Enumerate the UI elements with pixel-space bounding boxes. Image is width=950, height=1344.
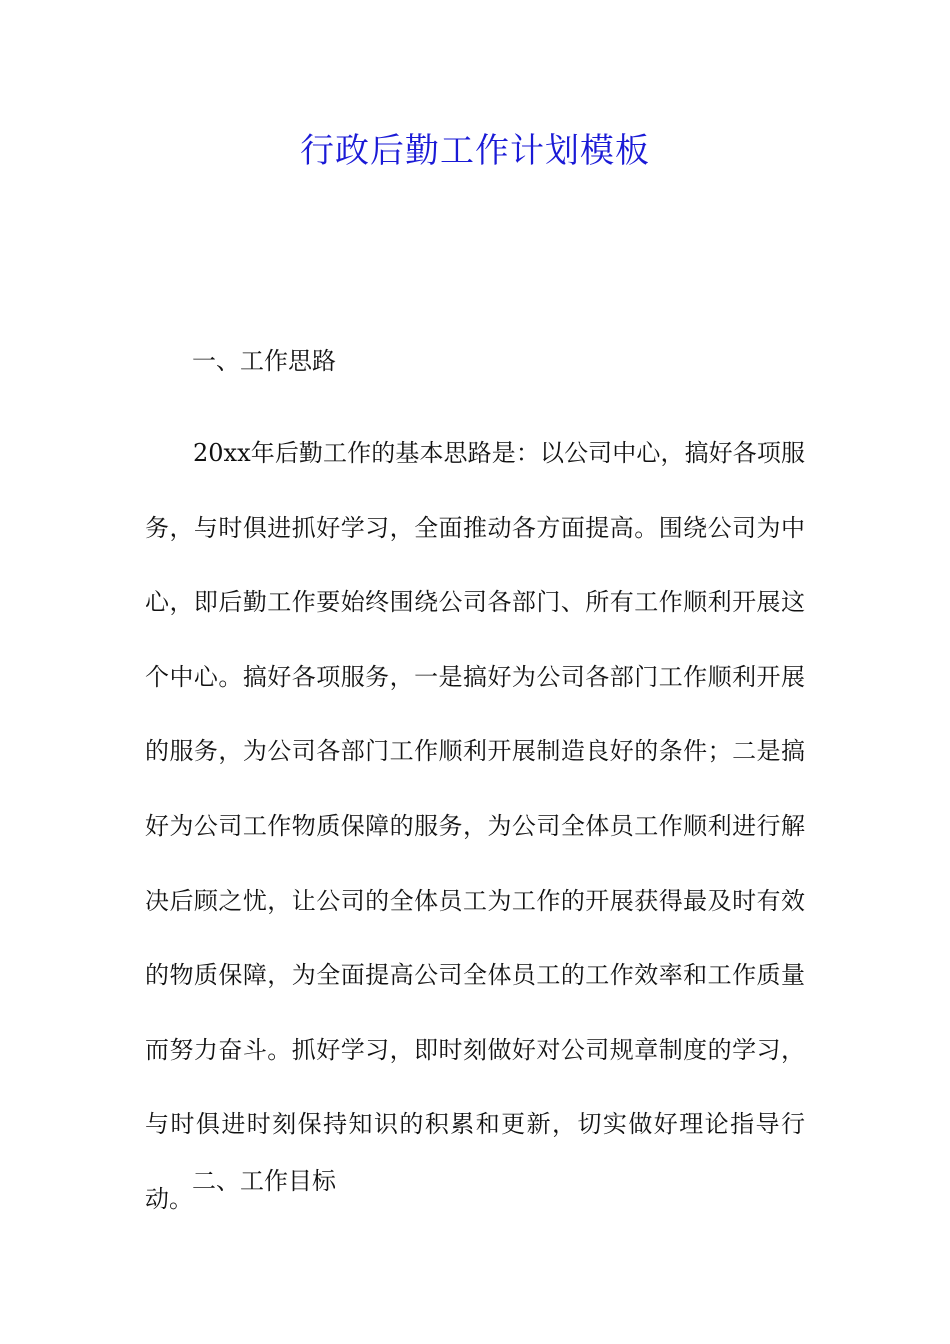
document-title: 行政后勤工作计划模板 [300, 131, 650, 171]
section-heading-work-goals: 二、工作目标 [192, 1167, 336, 1195]
section-heading-work-approach: 一、工作思路 [192, 347, 336, 375]
section-paragraph-work-approach: 20xx年后勤工作的基本思路是：以公司中心，搞好各项服务，与时俱进抓好学习，全面推动各方面提高。围绕公司为中心，即后勤工作要始终围绕公司各部门、所有工作顺利开展这个中心。搞好各项服务，一是搞好为公司各部门工作顺利开展的服务，为公司各部门工作顺利开展制造良好的条件；二是搞好为公司工作物质保障的服务，为公司全体员工作顺利进行解决后顾之忧，让公司的全体员工为工作的开展获得最及时有效的物质保障，为全面提高公司全体员工的工作效率和工作质量而努力奋斗。抓好学习，即时刻做好对公司规章制度的学习，与时俱进时刻保持知识的积累和更新，切实做好理论指导行动。 [145, 439, 805, 1213]
